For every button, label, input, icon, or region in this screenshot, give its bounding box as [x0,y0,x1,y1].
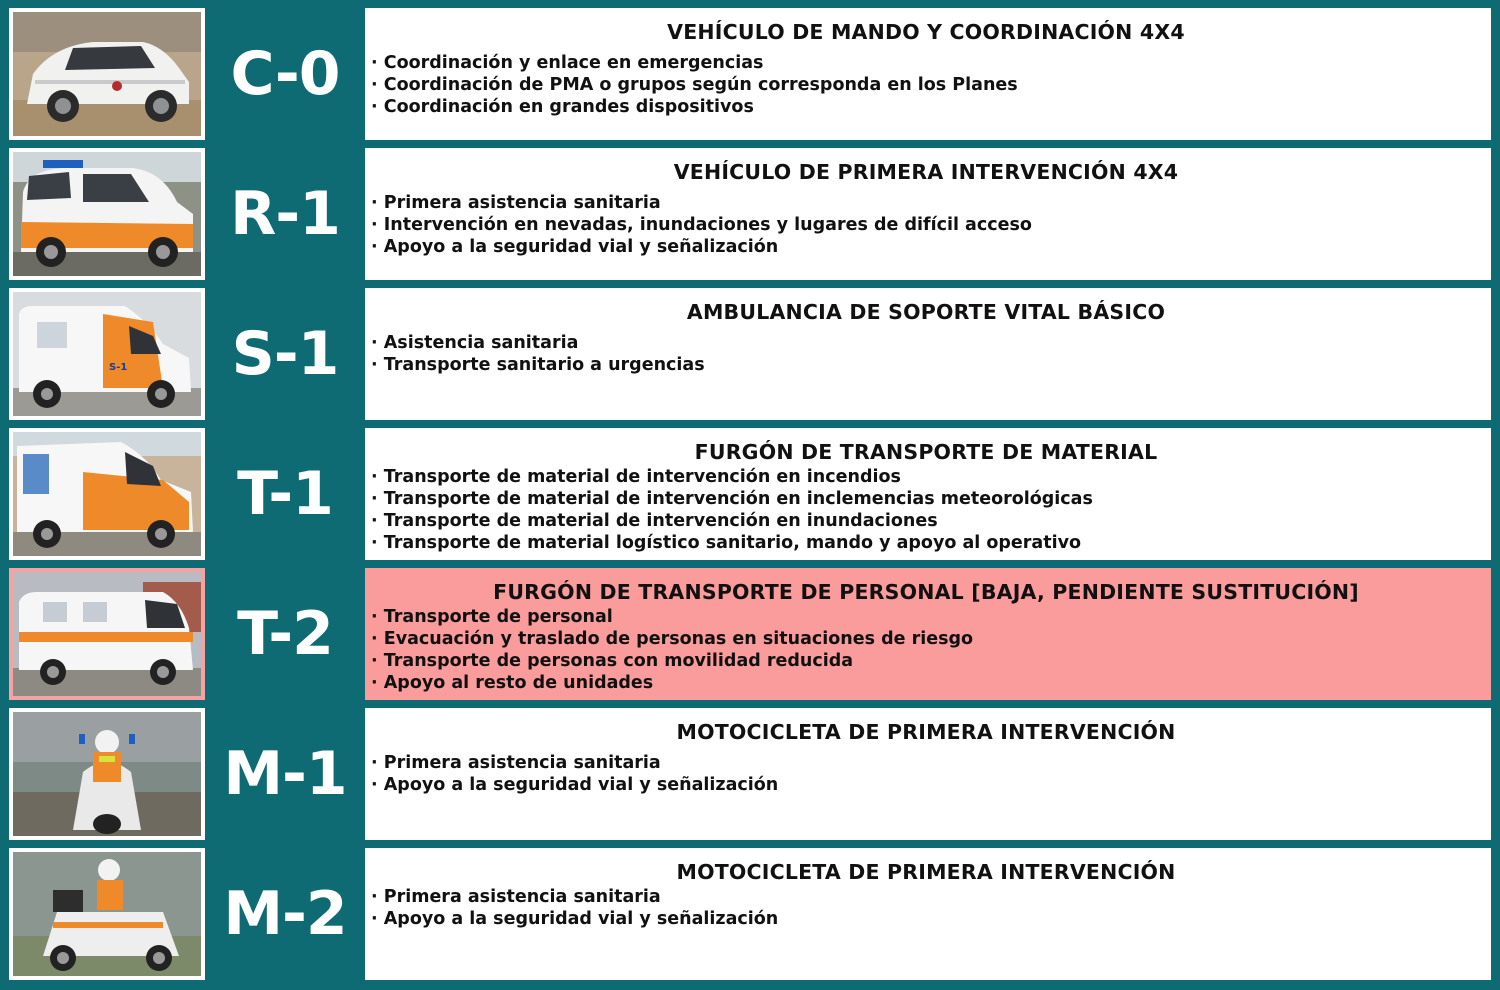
function-item: · Transporte de personal [371,606,1481,628]
function-item: · Transporte sanitario a urgencias [371,354,1481,376]
function-item: · Asistencia sanitaria [371,332,1481,354]
function-item: · Coordinación en grandes dispositivos [371,96,1481,118]
unit-title: FURGÓN DE TRANSPORTE DE PERSONAL [BAJA, PENDIENTE SUSTITUCIÓN] [493,580,1359,604]
suv-photo [9,8,205,140]
function-item: · Intervención en nevadas, inundaciones y lugares de difícil acceso [371,214,1481,236]
unit-card [365,8,1491,140]
unit-title: MOTOCICLETA DE PRIMERA INTERVENCIÓN [676,860,1176,884]
unit-code: R-1 [230,179,340,249]
function-item: · Apoyo a la seguridad vial y señalización [371,774,1481,796]
function-item: · Coordinación de PMA o grupos según corresponda en los Planes [371,74,1481,96]
unit-card [365,148,1491,280]
unit-title: VEHÍCULO DE PRIMERA INTERVENCIÓN 4X4 [673,160,1179,184]
svg-text:S-1: S-1 [109,362,128,373]
unit-title: MOTOCICLETA DE PRIMERA INTERVENCIÓN [676,720,1176,744]
unit-card [365,848,1491,980]
unit-functions [371,886,1481,930]
unit-functions [371,752,1481,796]
function-item: · Transporte de material logístico sanitario, mando y apoyo al operativo [371,532,1481,554]
van-photo [9,428,205,560]
function-item: · Apoyo a la seguridad vial y señalización [371,236,1481,258]
unit-code: T-1 [237,459,333,529]
vehicle-row-m1 [0,708,1500,840]
unit-code: M-1 [223,739,347,809]
function-item: · Evacuación y traslado de personas en situaciones de riesgo [371,628,1481,650]
unit-title: FURGÓN DE TRANSPORTE DE MATERIAL [694,440,1158,464]
vehicle-row-t2 [0,568,1500,700]
function-item: · Primera asistencia sanitaria [371,192,1481,214]
vehicle-row-m2 [0,848,1500,980]
ambulance-photo [9,288,205,420]
function-item: · Transporte de personas con movilidad reducida [371,650,1481,672]
unit-code: M-2 [223,879,347,949]
function-item: · Transporte de material de intervención en inclemencias meteorológicas [371,488,1481,510]
vehicle-row-s1 [0,288,1500,420]
unit-functions [371,332,1481,376]
function-item: · Apoyo al resto de unidades [371,672,1481,694]
unit-card [365,288,1491,420]
function-item: · Apoyo a la seguridad vial y señalización [371,908,1481,930]
function-item: · Primera asistencia sanitaria [371,752,1481,774]
unit-card [365,568,1491,700]
unit-title: VEHÍCULO DE MANDO Y COORDINACIÓN 4X4 [667,20,1185,44]
vehicle-row-r1 [0,148,1500,280]
unit-card [365,428,1491,560]
vehicle-row-c0 [0,8,1500,140]
unit-title: AMBULANCIA DE SOPORTE VITAL BÁSICO [686,300,1166,324]
unit-functions [371,466,1481,554]
unit-functions [371,52,1481,118]
unit-code: T-2 [237,599,333,669]
unit-code: C-0 [230,39,340,109]
4x4-photo [9,148,205,280]
vehicle-row-t1 [0,428,1500,560]
unit-functions [371,606,1481,694]
function-item: · Coordinación y enlace en emergencias [371,52,1481,74]
unit-code: S-1 [231,319,339,389]
unit-functions [371,192,1481,258]
function-item: · Primera asistencia sanitaria [371,886,1481,908]
function-item: · Transporte de material de intervención en incendios [371,466,1481,488]
old-van-photo [9,568,205,700]
motorcycle-photo [9,708,205,840]
motorcycle-photo [9,848,205,980]
unit-card [365,708,1491,840]
function-item: · Transporte de material de intervención en inundaciones [371,510,1481,532]
